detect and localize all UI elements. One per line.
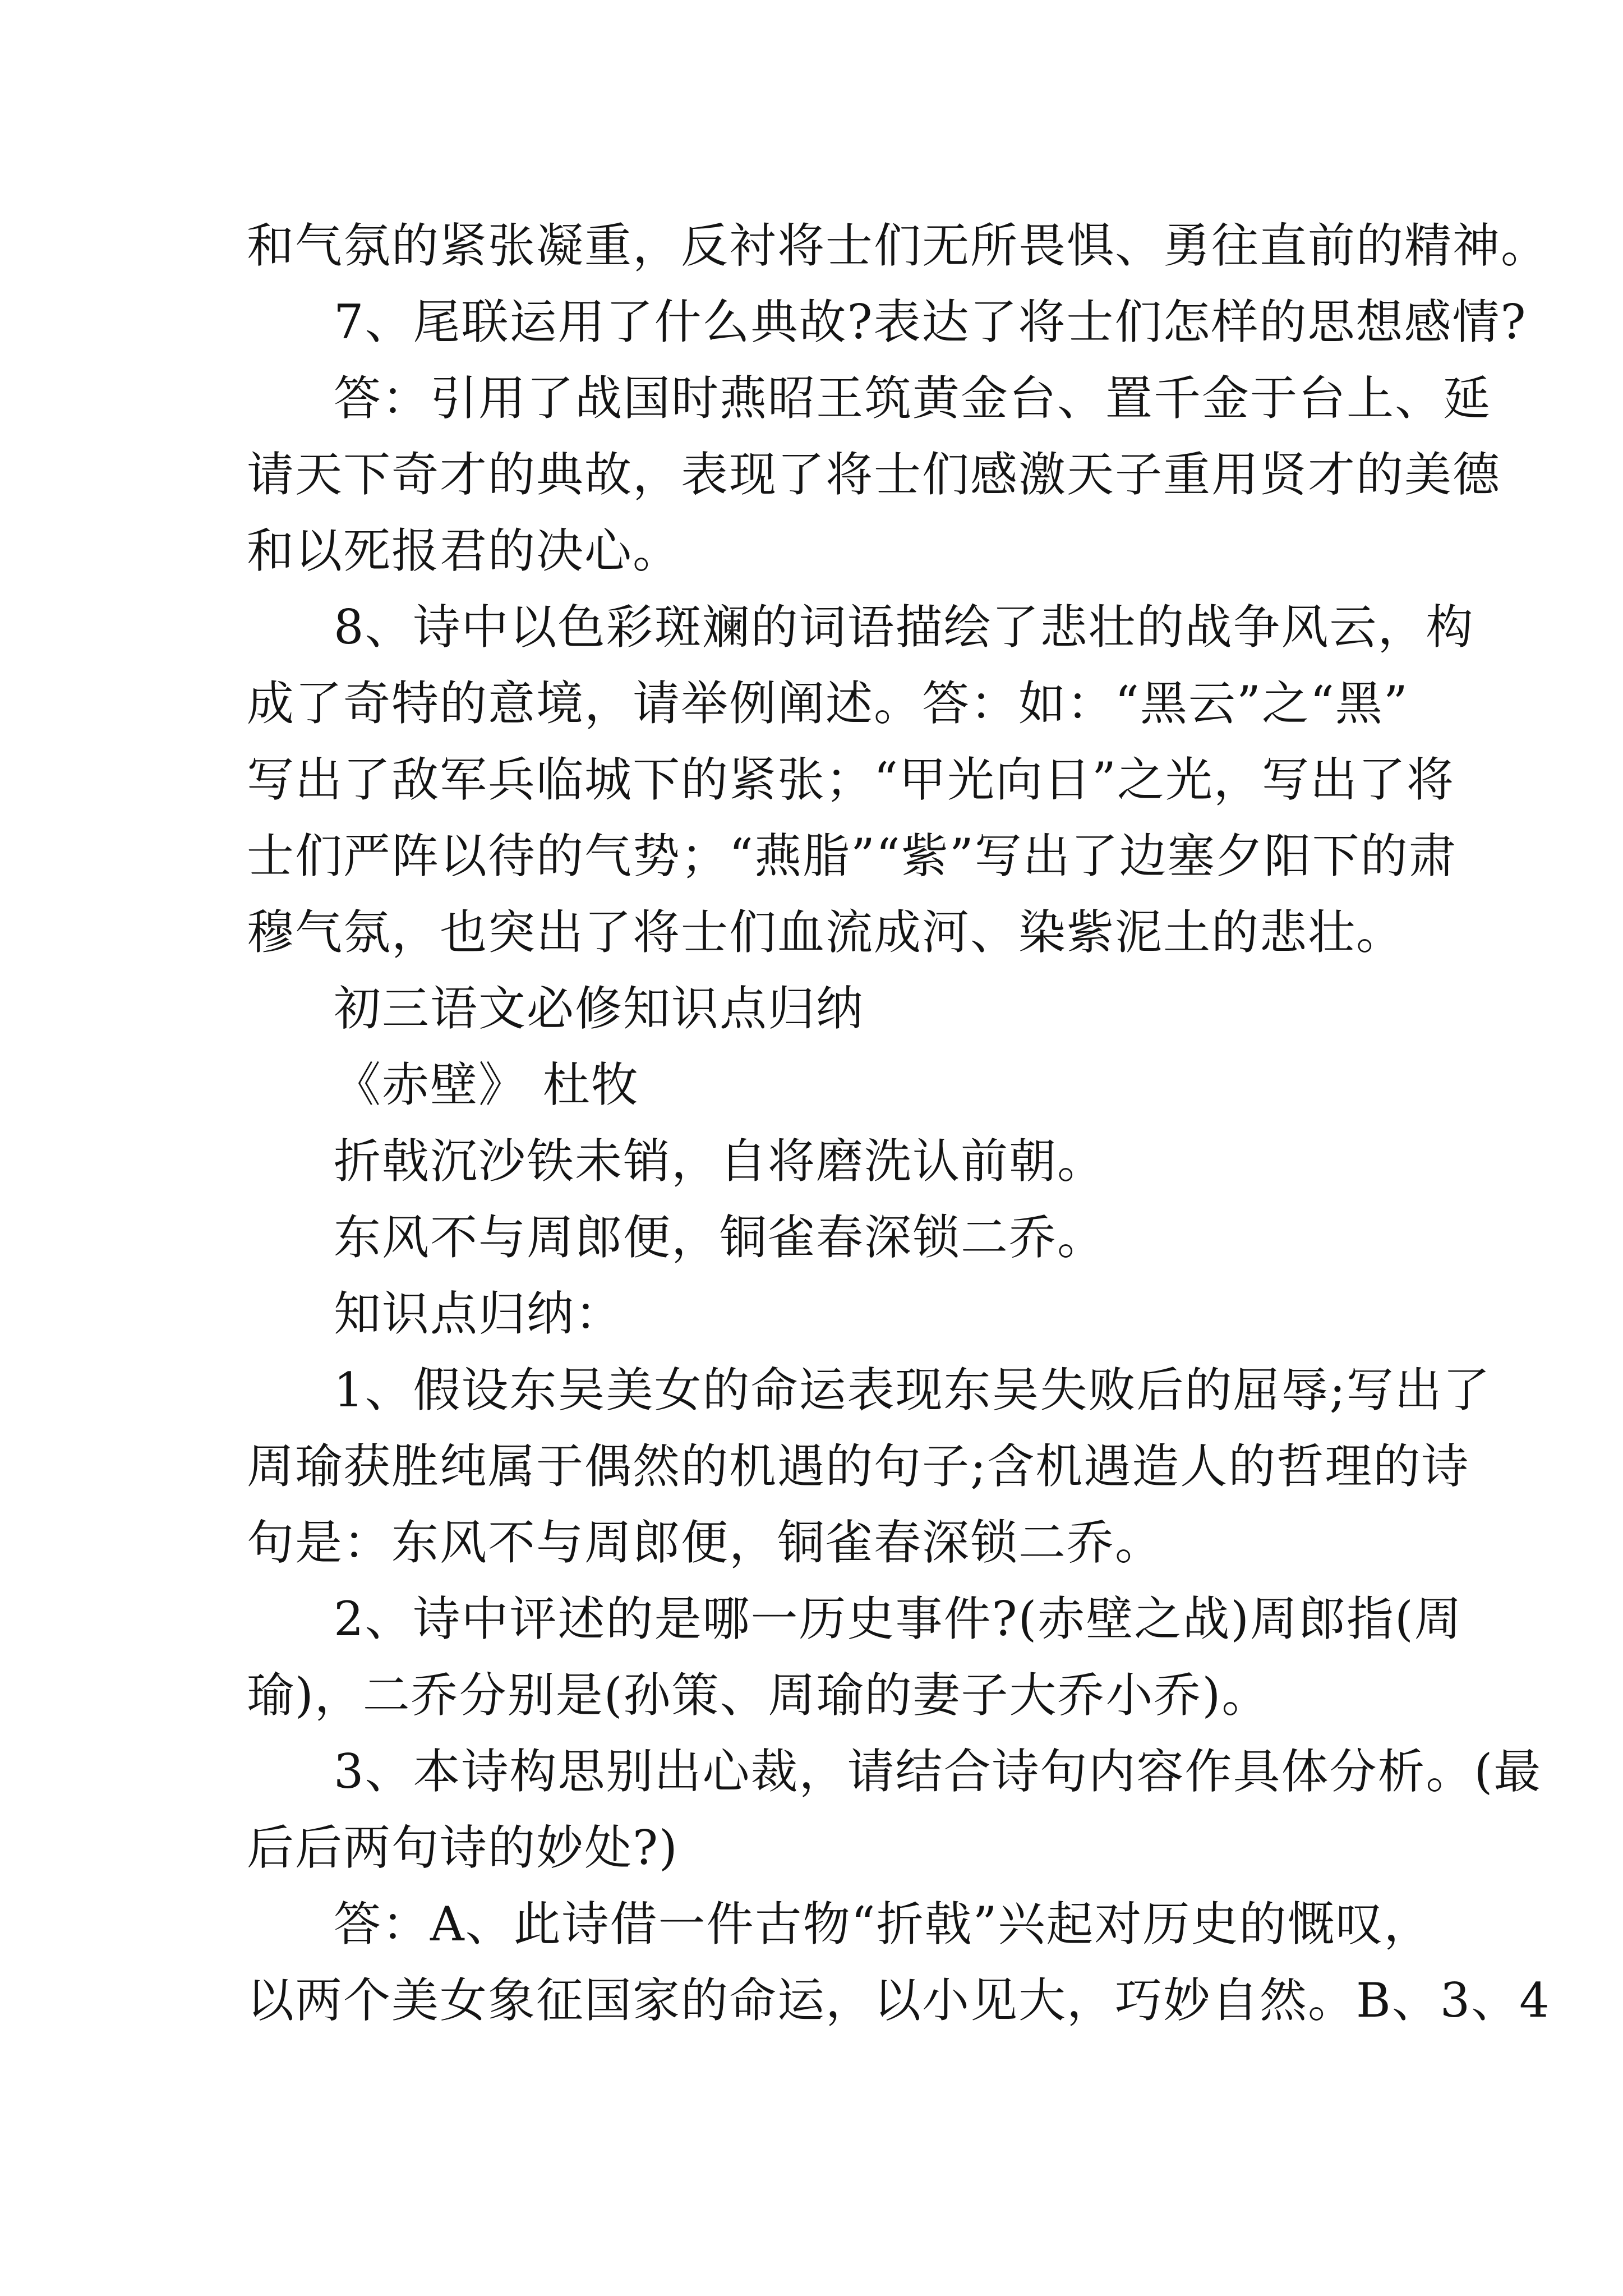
poem-line-2: 东风不与周郎便，铜雀春深锁二乔。	[334, 1210, 1106, 1265]
text-line-17: 周瑜获胜纯属于偶然的机遇的句子;含机遇造人的哲理的诗	[247, 1439, 1470, 1494]
text-line-23: 答：A、此诗借一件古物“折戟”兴起对历史的慨叹，	[334, 1897, 1432, 1952]
text-line-5: 和以死报君的决心。	[247, 523, 681, 578]
text-line-18: 句是：东风不与周郎便，铜雀春深锁二乔。	[247, 1515, 1164, 1570]
text-line-3: 答：引用了战国时燕昭王筑黄金台、置千金于台上、延	[334, 371, 1492, 426]
text-line-1: 和气氛的紧张凝重，反衬将士们无所畏惧、勇往直前的精神。	[247, 218, 1550, 273]
text-line-16: 1、假设东吴美女的命运表现东吴失败后的屈辱;写出了	[334, 1363, 1491, 1418]
text-line-19: 2、诗中评述的是哪一历史事件?(赤壁之战)周郎指(周	[334, 1591, 1463, 1646]
text-line-6: 8、诗中以色彩斑斓的词语描绘了悲壮的战争风云，构	[334, 600, 1474, 655]
text-line-8: 写出了敌军兵临城下的紧张；“甲光向日”之光，写出了将	[247, 752, 1455, 807]
poem-title: 《赤壁》 杜牧	[334, 1057, 639, 1112]
text-line-7: 成了奇特的意境，请举例阐述。答：如：“黑云”之“黑”	[247, 676, 1409, 731]
text-line-21: 3、本诗构思别出心裁，请结合诗句内容作具体分析。(最	[334, 1744, 1542, 1799]
text-line-10: 穆气氛，也突出了将士们血流成河、染紫泥土的悲壮。	[247, 905, 1405, 960]
text-line-9: 士们严阵以待的气势；“燕脂”“紫”写出了边塞夕阳下的肃	[247, 829, 1457, 884]
text-line-20: 瑜)，二乔分别是(孙策、周瑜的妻子大乔小乔)。	[247, 1668, 1270, 1723]
text-line-22: 后后两句诗的妙处?)	[247, 1820, 679, 1875]
text-line-24: 以两个美女象征国家的命运，以小见大，巧妙自然。B、3、4	[247, 1973, 1551, 2028]
text-line-2: 7、尾联运用了什么典故?表达了将士们怎样的思想感情?	[334, 295, 1527, 349]
text-line-4: 请天下奇才的典故，表现了将士们感激天子重用贤才的美德	[247, 447, 1501, 502]
poem-line-1: 折戟沉沙铁未销，自将磨洗认前朝。	[334, 1134, 1106, 1189]
knowledge-heading: 知识点归纳：	[334, 1286, 624, 1341]
section-heading: 初三语文必修知识点归纳	[334, 981, 865, 1036]
